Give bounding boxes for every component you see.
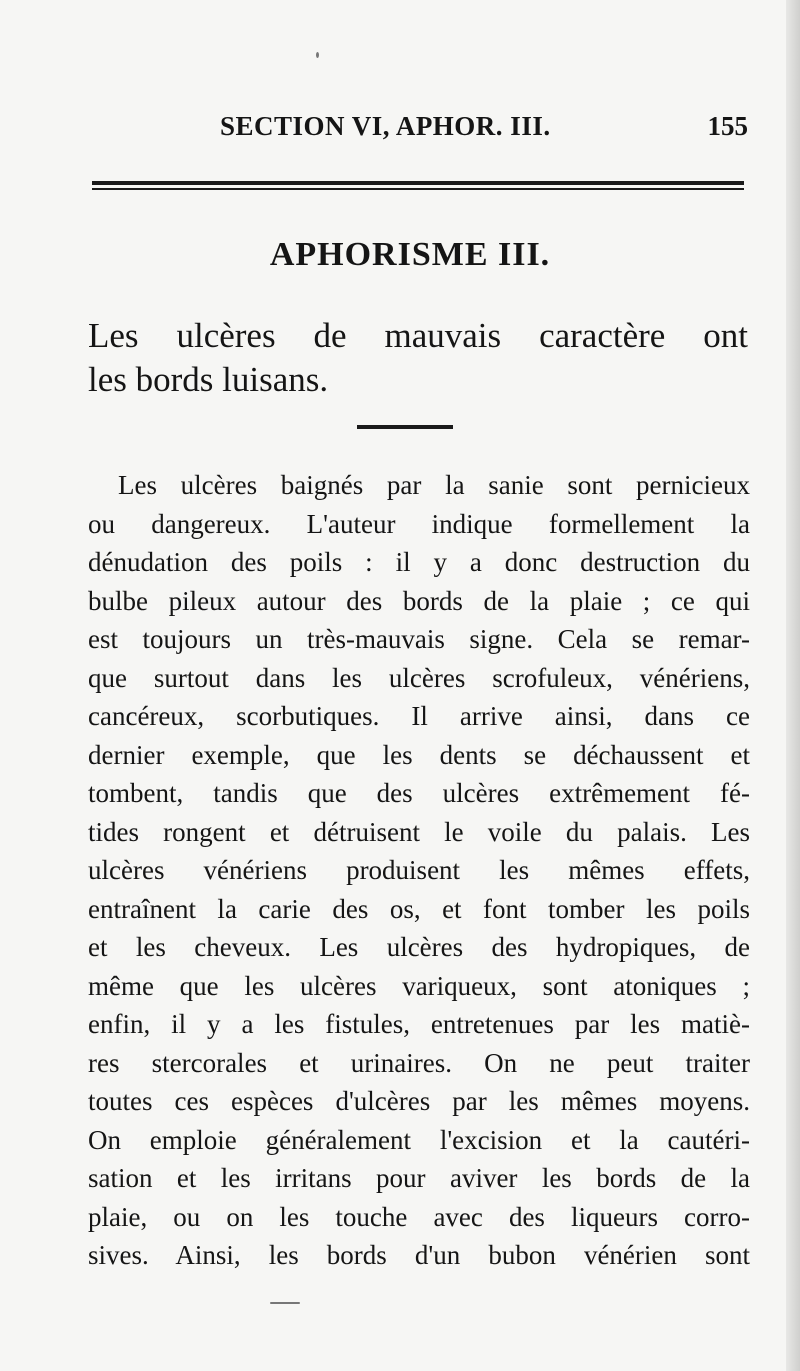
commentary-line: plaie, ou on les touche avec des liqueurs corro- <box>88 1201 750 1232</box>
aphorism-title: APHORISME III. <box>269 236 551 273</box>
page-edge <box>786 0 800 1371</box>
commentary-line: dernier exemple, que les dents se déchaussent et <box>88 739 750 770</box>
commentary-line: sation et les irritans pour aviver les bords de la <box>88 1163 750 1193</box>
aphorism-text <box>88 314 748 402</box>
running-head <box>88 105 748 145</box>
commentary-line: cancéreux, scorbutiques. Il arrive ainsi, dans ce <box>88 701 750 731</box>
commentary-line: entraînent la carie des os, et font tomber les poils <box>88 893 750 924</box>
running-title: SECTION VI, APHOR. III. <box>220 111 551 141</box>
commentary-line: ou dangereux. L'auteur indique formellement la <box>88 508 750 539</box>
commentary-line: et les cheveux. Les ulcères des hydropiques, de <box>88 932 750 962</box>
paper-speck <box>316 52 319 58</box>
commentary-text <box>88 466 750 1275</box>
commentary-line: même que les ulcères variqueux, sont atoniques ; <box>88 970 750 1001</box>
commentary-line: On emploie généralement l'excision et la cautéri- <box>88 1124 750 1155</box>
commentary-line: ulcères vénériens produisent les mêmes effets, <box>88 855 750 885</box>
commentary-line: tombent, tandis que des ulcères extrêmement fé- <box>88 778 750 808</box>
commentary-line: tides rongent et détruisent le voile du palais. Les <box>88 816 750 847</box>
commentary-line: enfin, il y a les fistules, entretenues par les matiè- <box>88 1009 750 1039</box>
commentary-line: toutes ces espèces d'ulcères par les mêmes moyens. <box>88 1086 750 1116</box>
paper-speck <box>270 1302 300 1304</box>
commentary-line: Les ulcères baignés par la sanie sont pernicieux <box>118 470 750 500</box>
commentary-line: dénudation des poils : il y a donc destruction du <box>88 547 750 577</box>
commentary-line: est toujours un très-mauvais signe. Cela se remar- <box>88 624 750 654</box>
aphorism-line: Les ulcères de mauvais caractère ont <box>88 316 748 355</box>
header-double-rule <box>92 181 744 191</box>
commentary-line: sives. Ainsi, les bords d'un bubon vénérien sont <box>88 1240 750 1270</box>
commentary-line: res stercorales et urinaires. On ne peut traiter <box>88 1047 750 1078</box>
commentary-line: que surtout dans les ulcères scrofuleux, vénériens, <box>88 662 750 693</box>
aphorism-line: les bords luisans. <box>88 360 329 399</box>
section-divider-rule <box>357 425 453 429</box>
commentary-line: bulbe pileux autour des bords de la plaie ; ce qui <box>88 585 750 616</box>
page-number: 155 <box>707 111 748 141</box>
